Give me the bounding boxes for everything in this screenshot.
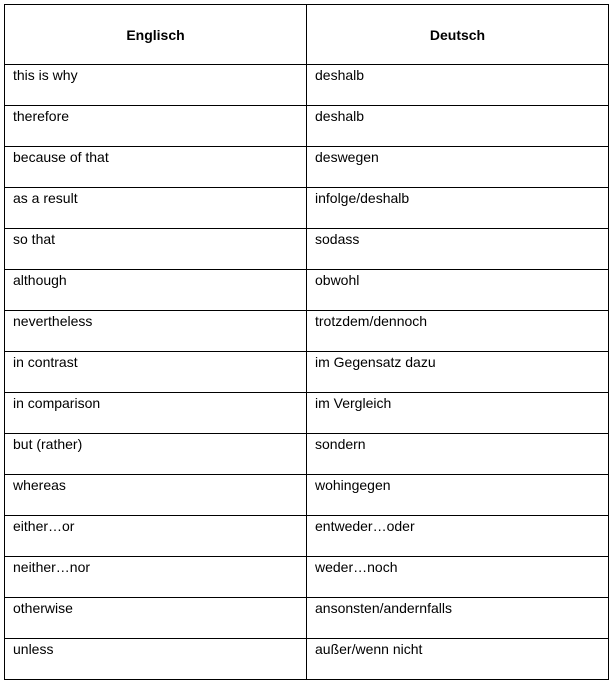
german-cell: deshalb [307, 65, 609, 106]
german-cell: weder…noch [307, 557, 609, 598]
german-cell: deshalb [307, 106, 609, 147]
english-cell: nevertheless [5, 311, 307, 352]
table-row [5, 434, 609, 475]
german-cell: sondern [307, 434, 609, 475]
header-row [5, 5, 609, 65]
table-row [5, 270, 609, 311]
english-cell: therefore [5, 106, 307, 147]
table-row [5, 188, 609, 229]
table-row [5, 598, 609, 639]
table-header [5, 5, 609, 65]
german-cell: im Gegensatz dazu [307, 352, 609, 393]
table-row [5, 352, 609, 393]
german-cell: obwohl [307, 270, 609, 311]
table-row [5, 65, 609, 106]
english-cell: unless [5, 639, 307, 680]
table-row [5, 516, 609, 557]
english-cell: this is why [5, 65, 307, 106]
english-cell: either…or [5, 516, 307, 557]
english-cell: but (rather) [5, 434, 307, 475]
table-row [5, 639, 609, 680]
german-cell: im Vergleich [307, 393, 609, 434]
english-cell: so that [5, 229, 307, 270]
german-cell: wohingegen [307, 475, 609, 516]
german-cell: außer/wenn nicht [307, 639, 609, 680]
table-row [5, 557, 609, 598]
column-header-english: Englisch [5, 5, 307, 65]
german-cell: entweder…oder [307, 516, 609, 557]
english-cell: neither…nor [5, 557, 307, 598]
german-cell: infolge/deshalb [307, 188, 609, 229]
table-row [5, 229, 609, 270]
english-cell: although [5, 270, 307, 311]
english-cell: in comparison [5, 393, 307, 434]
table-row [5, 475, 609, 516]
english-cell: otherwise [5, 598, 307, 639]
german-cell: sodass [307, 229, 609, 270]
table-body [5, 65, 609, 680]
english-cell: as a result [5, 188, 307, 229]
table-row [5, 393, 609, 434]
table-row [5, 311, 609, 352]
german-cell: deswegen [307, 147, 609, 188]
column-header-german: Deutsch [307, 5, 609, 65]
table-row [5, 147, 609, 188]
table-row [5, 106, 609, 147]
english-cell: because of that [5, 147, 307, 188]
german-cell: ansonsten/andernfalls [307, 598, 609, 639]
vocabulary-table [4, 4, 609, 680]
english-cell: whereas [5, 475, 307, 516]
english-cell: in contrast [5, 352, 307, 393]
german-cell: trotzdem/dennoch [307, 311, 609, 352]
